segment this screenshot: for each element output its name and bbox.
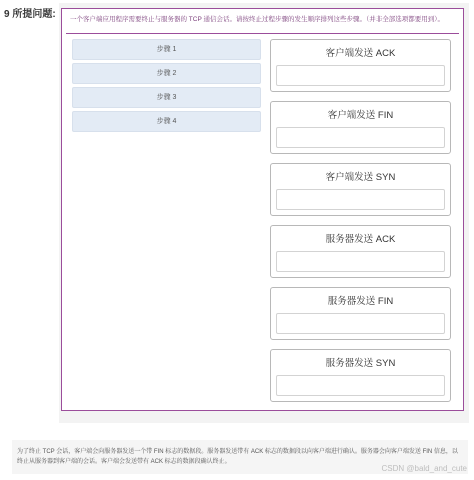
option-server-syn[interactable] (270, 349, 451, 402)
option-drop-slot[interactable] (276, 65, 445, 86)
option-server-fin[interactable] (270, 287, 451, 340)
question-box (61, 8, 464, 411)
option-label: 服务器发送 FIN (327, 296, 394, 307)
step-2-dropzone[interactable]: 步骤 2 (72, 63, 261, 84)
step-3-dropzone[interactable]: 步骤 3 (72, 87, 261, 108)
step-1-dropzone[interactable]: 步骤 1 (72, 39, 261, 60)
option-label: 客户端发送 SYN (325, 172, 396, 183)
option-drop-slot[interactable] (276, 127, 445, 148)
option-client-fin[interactable] (270, 101, 451, 154)
option-server-ack[interactable] (270, 225, 451, 278)
explanation-text: 为了终止 TCP 会话，客户端会向服务器发送一个带 FIN 标志的数据段。服务器发送带有 ACK 标志的数据段以向客户端进行确认。服务器会向客户端发送 FIN 信息，以终止从服务器到客户端的会话。客户端会发送带有 ACK 标志的数据段确认终止。 (17, 449, 458, 465)
csdn-watermark: CSDN @bald_and_cute (381, 464, 467, 473)
option-client-ack[interactable] (270, 39, 451, 92)
option-client-syn[interactable] (270, 163, 451, 216)
option-drop-slot[interactable] (276, 251, 445, 272)
option-drop-slot[interactable] (276, 313, 445, 334)
option-drop-slot[interactable] (276, 375, 445, 396)
option-label: 服务器发送 ACK (325, 234, 396, 245)
instruction-divider (66, 33, 459, 34)
question-instruction: 一个客户端应用程序需要终止与服务器的 TCP 通信会话。请按终止过程步骤的发生顺序排列这些步骤。（并非全部选项都要用到）。 (70, 16, 444, 23)
option-label: 客户端发送 ACK (325, 48, 396, 59)
question-number-header: 9 所提问题: (4, 9, 56, 20)
option-label: 客户端发送 FIN (327, 110, 394, 121)
option-label: 服务器发送 SYN (325, 358, 396, 369)
step-4-dropzone[interactable]: 步骤 4 (72, 111, 261, 132)
option-drop-slot[interactable] (276, 189, 445, 210)
